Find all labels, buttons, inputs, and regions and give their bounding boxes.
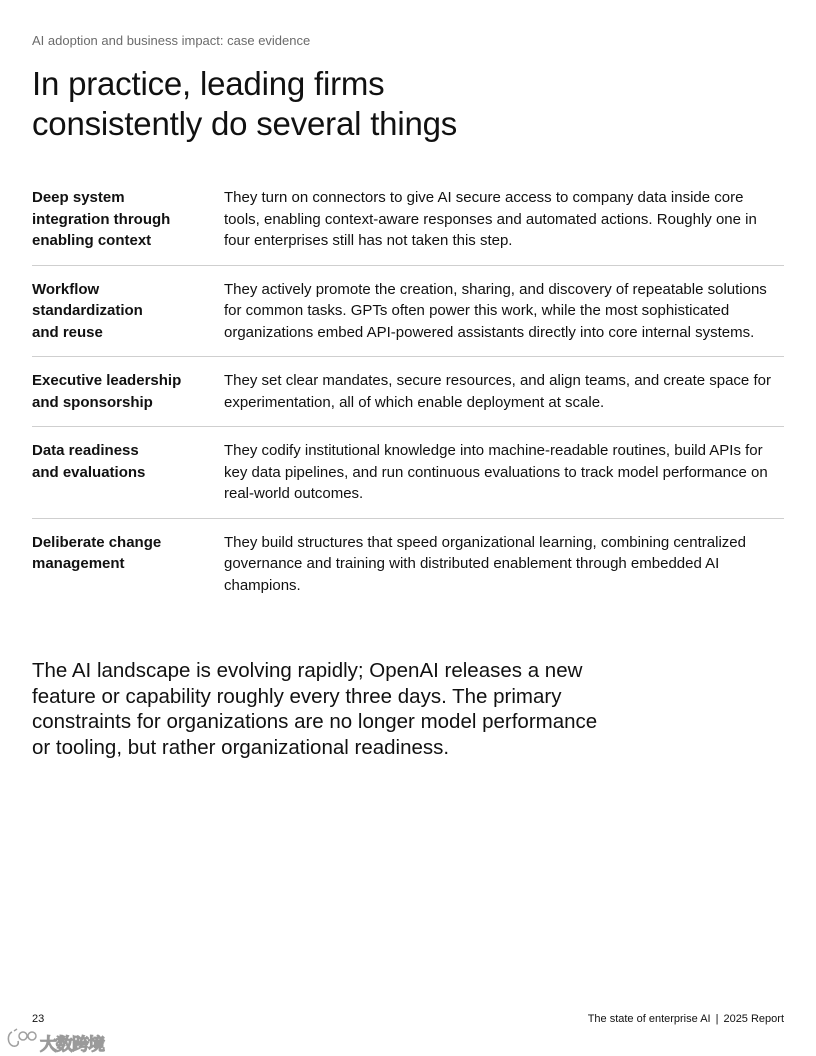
- practice-description: They set clear mandates, secure resources, and align teams, and create space for experimentation, all of which enable deployment at scale.: [224, 372, 771, 411]
- report-year: 2025 Report: [723, 1013, 784, 1025]
- practice-label-line: enabling context: [32, 232, 152, 249]
- watermark-logo-icon: [6, 1028, 40, 1050]
- page-number: 23: [32, 1013, 45, 1025]
- practice-label: [32, 440, 224, 505]
- practice-label-line: Workflow: [32, 280, 100, 298]
- page-title-line: consistently do several things: [32, 105, 458, 142]
- page-title: [32, 64, 752, 144]
- practice-description: They build structures that speed organizational learning, combining centralized governance and training with distributed enablement through embedded AI champions.: [224, 533, 746, 594]
- practice-row: [32, 184, 784, 266]
- practice-row: [32, 427, 784, 519]
- section-kicker: AI adoption and business impact: case evidence: [32, 33, 311, 48]
- watermark: [6, 1028, 110, 1055]
- summary-line: feature or capability roughly every three days. The primary: [32, 684, 562, 708]
- practice-row: [32, 519, 784, 610]
- practice-label-line: integration through: [32, 210, 171, 228]
- practice-label-line: Executive leadership: [32, 372, 182, 389]
- summary-statement: [32, 658, 652, 760]
- practice-label: [32, 187, 224, 252]
- summary-line: constraints for organizations are no longer model performance: [32, 710, 598, 733]
- practices-table: [32, 184, 784, 609]
- practice-label-line: and sponsorship: [32, 393, 153, 411]
- practice-label-line: and reuse: [32, 323, 103, 341]
- practice-row: [32, 357, 784, 427]
- practice-label-line: Deliberate change: [32, 533, 162, 551]
- page-title-line: In practice, leading firms: [32, 65, 385, 102]
- report-title: The state of enterprise AI: [587, 1013, 711, 1025]
- footer-separator: |: [715, 1013, 719, 1025]
- practice-label: [32, 532, 224, 597]
- practice-label: [32, 370, 224, 413]
- practice-description: They codify institutional knowledge into machine-readable routines, build APIs for key data pipelines, and run continuous evaluations to track model performance on real-world outcomes.: [224, 442, 768, 502]
- practice-label-line: Data readiness: [32, 442, 139, 459]
- report-footer: [588, 1013, 784, 1025]
- practice-label-line: and evaluations: [32, 463, 146, 481]
- practice-row: [32, 266, 784, 358]
- practice-label: [32, 279, 224, 344]
- practice-description: They actively promote the creation, sharing, and discovery of repeatable solutions for common tasks. GPTs often power this work, while the most sophisticated organizations embed API-powered assistants directly into core internal systems.: [224, 280, 767, 341]
- practice-label-line: Deep system: [32, 189, 125, 206]
- practice-label-line: standardization: [32, 302, 143, 319]
- practice-description: They turn on connectors to give AI secure access to company data inside core tools, enabling context-aware responses and automated actions. Roughly one in four enterprises still has not taken this step.: [224, 189, 757, 249]
- summary-line: or tooling, but rather organizational readiness.: [32, 735, 450, 759]
- watermark-text: 大数跨境: [40, 1035, 104, 1055]
- summary-line: The AI landscape is evolving rapidly; OpenAI releases a new: [32, 659, 583, 682]
- practice-label-line: management: [32, 555, 125, 572]
